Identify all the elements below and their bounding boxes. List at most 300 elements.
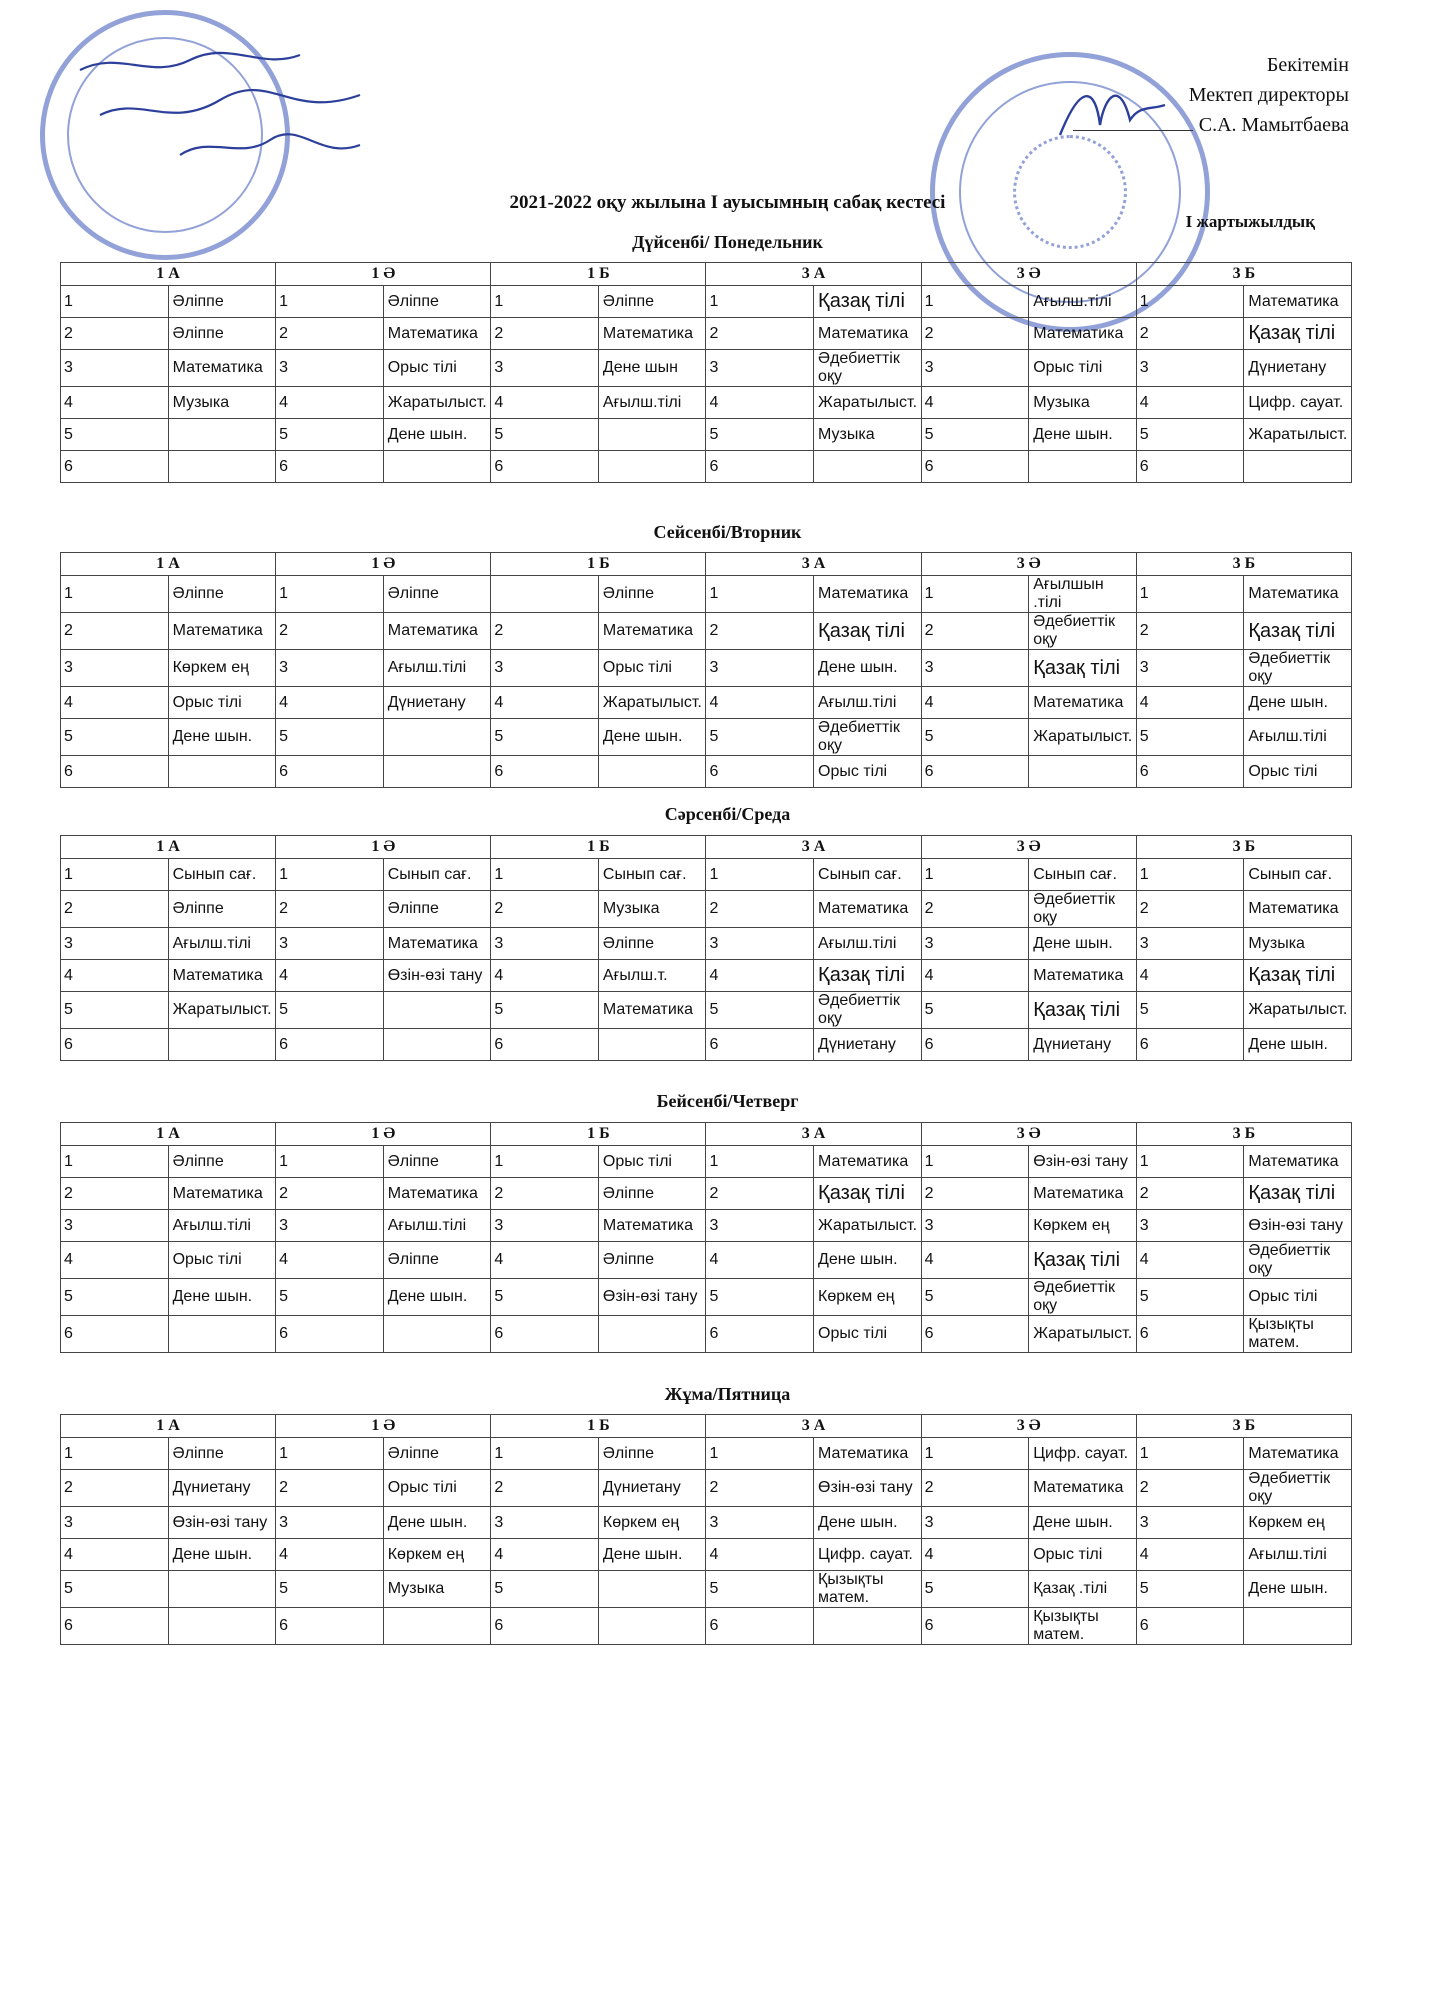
subject-cell: Математика bbox=[598, 1210, 706, 1242]
subject-cell: Музыка bbox=[383, 1571, 491, 1608]
subject-cell: Ағылш.тілі bbox=[1029, 286, 1137, 318]
lesson-number: 3 bbox=[491, 1507, 599, 1539]
subject-cell: Әліппе bbox=[168, 576, 276, 613]
subject-cell: Дүниетану bbox=[1244, 350, 1352, 387]
day-title: Сәрсенбі/Среда bbox=[664, 804, 791, 824]
subject-cell: Математика bbox=[1244, 1438, 1352, 1470]
lesson-number: 2 bbox=[706, 613, 814, 650]
lesson-number: 5 bbox=[706, 1571, 814, 1608]
table-row bbox=[61, 1279, 1352, 1316]
subject-cell: Орыс тілі bbox=[168, 687, 276, 719]
lesson-number: 3 bbox=[61, 928, 169, 960]
subject-cell: Сынып сағ. bbox=[814, 859, 922, 891]
lesson-number: 2 bbox=[491, 1470, 599, 1507]
subject-cell: Математика bbox=[598, 613, 706, 650]
lesson-number: 5 bbox=[921, 419, 1029, 451]
lesson-number: 4 bbox=[706, 1242, 814, 1279]
lesson-number: 6 bbox=[706, 1608, 814, 1645]
subject-cell bbox=[814, 451, 922, 483]
subject-cell: Әліппе bbox=[383, 1242, 491, 1279]
lesson-number: 3 bbox=[706, 650, 814, 687]
subject-cell: Әдебиеттік оқу bbox=[1244, 650, 1352, 687]
lesson-number: 2 bbox=[61, 318, 169, 350]
subject-cell: Ағылш.тілі bbox=[168, 1210, 276, 1242]
subject-cell: Әліппе bbox=[598, 928, 706, 960]
lesson-number: 2 bbox=[921, 1178, 1029, 1210]
subject-cell: Ағылш.тілі bbox=[1244, 719, 1352, 756]
subject-cell: Көркем ең bbox=[383, 1539, 491, 1571]
subject-cell bbox=[383, 1608, 491, 1645]
lesson-number: 1 bbox=[1136, 576, 1244, 613]
subject-cell bbox=[1244, 451, 1352, 483]
lesson-number: 4 bbox=[491, 687, 599, 719]
subject-cell: Орыс тілі bbox=[1029, 1539, 1137, 1571]
subject-cell: Дүниетану bbox=[598, 1470, 706, 1507]
lesson-number: 3 bbox=[491, 928, 599, 960]
subject-cell: Дене шын bbox=[598, 350, 706, 387]
subject-cell: Дүниетану bbox=[1029, 1029, 1137, 1061]
lesson-number: 3 bbox=[921, 650, 1029, 687]
lesson-number: 2 bbox=[491, 891, 599, 928]
lesson-number: 2 bbox=[706, 1178, 814, 1210]
table-row bbox=[61, 451, 1352, 483]
lesson-number: 3 bbox=[491, 350, 599, 387]
table-row bbox=[61, 1178, 1352, 1210]
subject-cell: Қазақ тілі bbox=[1029, 1242, 1137, 1279]
lesson-number: 2 bbox=[491, 1178, 599, 1210]
subject-cell: Математика bbox=[814, 891, 922, 928]
subject-cell: Ағылш.тілі bbox=[1244, 1539, 1352, 1571]
subject-cell: Орыс тілі bbox=[598, 650, 706, 687]
subject-cell: Әдебиеттік оқу bbox=[814, 350, 922, 387]
lesson-number: 5 bbox=[61, 719, 169, 756]
table-row bbox=[61, 1507, 1352, 1539]
lesson-number: 6 bbox=[491, 756, 599, 788]
lesson-number: 2 bbox=[61, 613, 169, 650]
lesson-number: 3 bbox=[706, 1210, 814, 1242]
subject-cell: Ағылшын .тілі bbox=[1029, 576, 1137, 613]
subject-cell bbox=[598, 1316, 706, 1353]
lesson-number: 2 bbox=[276, 891, 384, 928]
table-row bbox=[61, 1539, 1352, 1571]
lesson-number: 6 bbox=[921, 1316, 1029, 1353]
subject-cell: Дене шын. bbox=[168, 719, 276, 756]
lesson-number: 3 bbox=[61, 1210, 169, 1242]
subject-cell: Жаратылыст. bbox=[598, 687, 706, 719]
subject-cell bbox=[598, 1608, 706, 1645]
table-row bbox=[61, 1210, 1352, 1242]
subject-cell: Математика bbox=[814, 576, 922, 613]
subject-cell: Көркем ең bbox=[814, 1279, 922, 1316]
subject-cell: Әліппе bbox=[598, 286, 706, 318]
table-row bbox=[61, 719, 1352, 756]
day-title: Жұма/Пятница bbox=[664, 1384, 791, 1404]
subject-cell: Қазақ тілі bbox=[814, 1178, 922, 1210]
subject-cell: Әліппе bbox=[383, 576, 491, 613]
subject-cell: Қызықты матем. bbox=[1029, 1608, 1137, 1645]
subject-cell bbox=[168, 1316, 276, 1353]
subject-cell: Қазақ .тілі bbox=[1029, 1571, 1137, 1608]
document-title: 2021-2022 оқу жылына I ауысымның сабақ кестесі bbox=[509, 192, 946, 213]
lesson-number: 3 bbox=[276, 350, 384, 387]
subject-cell: Әліппе bbox=[168, 318, 276, 350]
lesson-number: 3 bbox=[1136, 350, 1244, 387]
lesson-number: 1 bbox=[706, 859, 814, 891]
subject-cell: Әдебиеттік оқу bbox=[1029, 891, 1137, 928]
lesson-number: 4 bbox=[61, 1539, 169, 1571]
subject-cell: Орыс тілі bbox=[1244, 1279, 1352, 1316]
lesson-number: 1 bbox=[1136, 286, 1244, 318]
lesson-number: 4 bbox=[921, 1539, 1029, 1571]
subject-cell: Математика bbox=[383, 1178, 491, 1210]
subject-cell: Цифр. сауат. bbox=[1244, 387, 1352, 419]
lesson-number: 1 bbox=[276, 859, 384, 891]
subject-cell: Әліппе bbox=[383, 1438, 491, 1470]
day-title: Бейсенбі/Четверг bbox=[656, 1091, 799, 1111]
lesson-number: 5 bbox=[276, 419, 384, 451]
subject-cell bbox=[168, 1608, 276, 1645]
lesson-number: 3 bbox=[1136, 650, 1244, 687]
subject-cell: Жаратылыст. bbox=[383, 387, 491, 419]
lesson-number: 4 bbox=[1136, 1242, 1244, 1279]
subject-cell: Музыка bbox=[814, 419, 922, 451]
subject-cell bbox=[598, 756, 706, 788]
subject-cell: Цифр. сауат. bbox=[1029, 1438, 1137, 1470]
lesson-number: 6 bbox=[276, 1316, 384, 1353]
class-header: 1 Ә bbox=[276, 1415, 491, 1438]
subject-cell: Сынып сағ. bbox=[168, 859, 276, 891]
table-row bbox=[61, 891, 1352, 928]
table-row bbox=[61, 286, 1352, 318]
subject-cell: Қызықты матем. bbox=[814, 1571, 922, 1608]
subject-cell: Орыс тілі bbox=[168, 1242, 276, 1279]
subject-cell: Цифр. сауат. bbox=[814, 1539, 922, 1571]
lesson-number: 2 bbox=[1136, 318, 1244, 350]
class-header: 3 Б bbox=[1136, 1123, 1351, 1146]
lesson-number: 1 bbox=[276, 1438, 384, 1470]
lesson-number: 6 bbox=[706, 1029, 814, 1061]
subject-cell: Дене шын. bbox=[1244, 687, 1352, 719]
schedule-table bbox=[60, 262, 1352, 483]
lesson-number: 3 bbox=[706, 350, 814, 387]
subject-cell: Жаратылыст. bbox=[1244, 419, 1352, 451]
lesson-number: 1 bbox=[61, 859, 169, 891]
subject-cell: Әліппе bbox=[383, 286, 491, 318]
subject-cell bbox=[168, 1571, 276, 1608]
lesson-number: 1 bbox=[921, 1438, 1029, 1470]
subject-cell: Ағылш.тілі bbox=[598, 387, 706, 419]
lesson-number: 3 bbox=[706, 1507, 814, 1539]
table-row bbox=[61, 650, 1352, 687]
lesson-number: 4 bbox=[61, 687, 169, 719]
subject-cell: Дүниетану bbox=[814, 1029, 922, 1061]
day-title: Дүйсенбі/ Понедельник bbox=[632, 232, 823, 252]
table-row bbox=[61, 350, 1352, 387]
lesson-number: 5 bbox=[706, 1279, 814, 1316]
subject-cell bbox=[598, 1029, 706, 1061]
class-header: 1 Ә bbox=[276, 836, 491, 859]
lesson-number: 5 bbox=[491, 419, 599, 451]
lesson-number: 6 bbox=[921, 451, 1029, 483]
subject-cell: Сынып сағ. bbox=[598, 859, 706, 891]
lesson-number: 5 bbox=[491, 719, 599, 756]
lesson-number: 2 bbox=[706, 1470, 814, 1507]
subject-cell bbox=[383, 756, 491, 788]
subject-cell: Әліппе bbox=[168, 891, 276, 928]
subject-cell bbox=[383, 1029, 491, 1061]
lesson-number: 5 bbox=[1136, 1279, 1244, 1316]
lesson-number: 1 bbox=[491, 286, 599, 318]
lesson-number: 5 bbox=[706, 992, 814, 1029]
lesson-number: 5 bbox=[1136, 992, 1244, 1029]
lesson-number: 6 bbox=[276, 1608, 384, 1645]
lesson-number: 3 bbox=[1136, 1210, 1244, 1242]
lesson-number: 6 bbox=[491, 1029, 599, 1061]
class-header: 3 Ә bbox=[921, 263, 1136, 286]
subject-cell bbox=[598, 419, 706, 451]
lesson-number: 4 bbox=[706, 687, 814, 719]
lesson-number: 6 bbox=[276, 756, 384, 788]
lesson-number: 5 bbox=[1136, 719, 1244, 756]
lesson-number: 1 bbox=[1136, 1146, 1244, 1178]
subject-cell: Математика bbox=[383, 928, 491, 960]
lesson-number: 1 bbox=[706, 576, 814, 613]
subject-cell: Жаратылыст. bbox=[1029, 719, 1137, 756]
lesson-number: 2 bbox=[1136, 1470, 1244, 1507]
class-header: 3 А bbox=[706, 1415, 921, 1438]
subject-cell bbox=[1244, 1608, 1352, 1645]
subject-cell: Жаратылыст. bbox=[814, 1210, 922, 1242]
subject-cell: Қазақ тілі bbox=[1029, 992, 1137, 1029]
table-row bbox=[61, 756, 1352, 788]
subject-cell: Математика bbox=[814, 1146, 922, 1178]
subject-cell: Дене шын. bbox=[1029, 928, 1137, 960]
subject-cell: Ағылш.тілі bbox=[383, 650, 491, 687]
approval-block bbox=[1073, 50, 1349, 140]
subject-cell bbox=[168, 419, 276, 451]
subject-cell: Әліппе bbox=[168, 286, 276, 318]
lesson-number: 2 bbox=[921, 1470, 1029, 1507]
lesson-number: 3 bbox=[921, 928, 1029, 960]
lesson-number: 2 bbox=[61, 1470, 169, 1507]
subject-cell: Математика bbox=[383, 318, 491, 350]
subject-cell: Дене шын. bbox=[814, 1242, 922, 1279]
lesson-number: 5 bbox=[276, 719, 384, 756]
subject-cell bbox=[598, 1571, 706, 1608]
lesson-number: 2 bbox=[61, 1178, 169, 1210]
table-row bbox=[61, 960, 1352, 992]
lesson-number: 2 bbox=[921, 318, 1029, 350]
table-row bbox=[61, 613, 1352, 650]
subject-cell: Жаратылыст. bbox=[1244, 992, 1352, 1029]
class-header: 1 А bbox=[61, 1415, 276, 1438]
class-header: 3 Ә bbox=[921, 836, 1136, 859]
subject-cell: Математика bbox=[1244, 286, 1352, 318]
subject-cell: Математика bbox=[168, 960, 276, 992]
lesson-number: 6 bbox=[61, 1029, 169, 1061]
lesson-number: 4 bbox=[276, 387, 384, 419]
day-title: Сейсенбі/Вторник bbox=[653, 522, 802, 542]
lesson-number: 6 bbox=[706, 756, 814, 788]
subject-cell: Өзін-өзі тану bbox=[168, 1507, 276, 1539]
lesson-number: 6 bbox=[491, 451, 599, 483]
subject-cell: Математика bbox=[814, 318, 922, 350]
subject-cell: Әліппе bbox=[383, 1146, 491, 1178]
lesson-number: 5 bbox=[706, 419, 814, 451]
subject-cell: Орыс тілі bbox=[383, 1470, 491, 1507]
class-header: 3 Б bbox=[1136, 1415, 1351, 1438]
subject-cell: Математика bbox=[598, 318, 706, 350]
table-row bbox=[61, 928, 1352, 960]
lesson-number: 3 bbox=[276, 1507, 384, 1539]
lesson-number: 3 bbox=[61, 350, 169, 387]
lesson-number: 5 bbox=[276, 1571, 384, 1608]
class-header: 1 А bbox=[61, 263, 276, 286]
lesson-number: 6 bbox=[706, 1316, 814, 1353]
lesson-number bbox=[491, 576, 599, 613]
subject-cell: Музыка bbox=[168, 387, 276, 419]
lesson-number: 1 bbox=[61, 576, 169, 613]
lesson-number: 1 bbox=[1136, 1438, 1244, 1470]
class-header: 1 Ә bbox=[276, 553, 491, 576]
subject-cell: Әдебиеттік оқу bbox=[1029, 613, 1137, 650]
lesson-number: 3 bbox=[61, 650, 169, 687]
subject-cell: Әдебиеттік оқу bbox=[1029, 1279, 1137, 1316]
subject-cell: Дене шын. bbox=[168, 1279, 276, 1316]
lesson-number: 1 bbox=[706, 1438, 814, 1470]
lesson-number: 1 bbox=[491, 859, 599, 891]
subject-cell: Қазақ тілі bbox=[1244, 613, 1352, 650]
lesson-number: 6 bbox=[1136, 756, 1244, 788]
subject-cell bbox=[383, 451, 491, 483]
subject-cell: Жаратылыст. bbox=[814, 387, 922, 419]
class-header: 3 А bbox=[706, 553, 921, 576]
class-header: 1 А bbox=[61, 553, 276, 576]
lesson-number: 1 bbox=[61, 286, 169, 318]
lesson-number: 4 bbox=[706, 1539, 814, 1571]
lesson-number: 6 bbox=[61, 756, 169, 788]
class-header: 3 Ә bbox=[921, 1415, 1136, 1438]
lesson-number: 6 bbox=[491, 1608, 599, 1645]
subject-cell: Қызықты матем. bbox=[1244, 1316, 1352, 1353]
lesson-number: 5 bbox=[921, 992, 1029, 1029]
lesson-number: 2 bbox=[276, 318, 384, 350]
lesson-number: 1 bbox=[61, 1438, 169, 1470]
class-header: 1 Б bbox=[491, 836, 706, 859]
lesson-number: 3 bbox=[1136, 928, 1244, 960]
subject-cell: Ағылш.т. bbox=[598, 960, 706, 992]
class-header: 1 Б bbox=[491, 263, 706, 286]
lesson-number: 6 bbox=[276, 1029, 384, 1061]
lesson-number: 2 bbox=[921, 891, 1029, 928]
subject-cell: Музыка bbox=[598, 891, 706, 928]
class-header: 3 Ә bbox=[921, 1123, 1136, 1146]
class-header: 3 Ә bbox=[921, 553, 1136, 576]
class-header: 3 Б bbox=[1136, 553, 1351, 576]
subject-cell: Әдебиеттік оқу bbox=[1244, 1242, 1352, 1279]
lesson-number: 3 bbox=[921, 1507, 1029, 1539]
subject-cell: Көркем ең bbox=[1029, 1210, 1137, 1242]
subject-cell bbox=[1029, 451, 1137, 483]
subject-cell: Қазақ тілі bbox=[1244, 318, 1352, 350]
subject-cell: Әдебиеттік оқу bbox=[814, 719, 922, 756]
subject-cell: Орыс тілі bbox=[1029, 350, 1137, 387]
subject-cell: Математика bbox=[1244, 576, 1352, 613]
approval-signature-left bbox=[60, 40, 390, 180]
table-row bbox=[61, 1242, 1352, 1279]
subject-cell: Математика bbox=[1029, 318, 1137, 350]
subject-cell: Музыка bbox=[1244, 928, 1352, 960]
lesson-number: 1 bbox=[706, 1146, 814, 1178]
subject-cell: Дене шын. bbox=[383, 1507, 491, 1539]
lesson-number: 6 bbox=[61, 1316, 169, 1353]
lesson-number: 1 bbox=[921, 286, 1029, 318]
subject-cell: Музыка bbox=[1029, 387, 1137, 419]
subject-cell: Дүниетану bbox=[168, 1470, 276, 1507]
lesson-number: 3 bbox=[276, 928, 384, 960]
lesson-number: 4 bbox=[1136, 1539, 1244, 1571]
subject-cell: Өзін-өзі тану bbox=[383, 960, 491, 992]
subject-cell: Дене шын. bbox=[598, 1539, 706, 1571]
subject-cell: Орыс тілі bbox=[383, 350, 491, 387]
lesson-number: 5 bbox=[1136, 1571, 1244, 1608]
lesson-number: 4 bbox=[706, 387, 814, 419]
lesson-number: 6 bbox=[706, 451, 814, 483]
subject-cell: Дене шын. bbox=[383, 1279, 491, 1316]
subject-cell bbox=[383, 719, 491, 756]
table-row bbox=[61, 687, 1352, 719]
subject-cell: Жаратылыст. bbox=[1029, 1316, 1137, 1353]
schedule-table bbox=[60, 835, 1352, 1061]
subject-cell: Математика bbox=[1029, 960, 1137, 992]
subject-cell bbox=[383, 992, 491, 1029]
schedule-table bbox=[60, 1414, 1352, 1645]
lesson-number: 2 bbox=[491, 613, 599, 650]
lesson-number: 4 bbox=[921, 387, 1029, 419]
lesson-number: 5 bbox=[61, 992, 169, 1029]
signature-line bbox=[1073, 130, 1193, 131]
lesson-number: 1 bbox=[276, 576, 384, 613]
subject-cell: Сынып сағ. bbox=[1029, 859, 1137, 891]
lesson-number: 5 bbox=[491, 1279, 599, 1316]
lesson-number: 2 bbox=[706, 318, 814, 350]
lesson-number: 3 bbox=[61, 1507, 169, 1539]
subject-cell: Математика bbox=[168, 613, 276, 650]
subject-cell: Қазақ тілі bbox=[814, 960, 922, 992]
lesson-number: 3 bbox=[491, 650, 599, 687]
lesson-number: 1 bbox=[706, 286, 814, 318]
lesson-number: 6 bbox=[921, 756, 1029, 788]
schedule-table bbox=[60, 1122, 1352, 1353]
lesson-number: 3 bbox=[491, 1210, 599, 1242]
subject-cell: Қазақ тілі bbox=[814, 613, 922, 650]
subject-cell: Дене шын. bbox=[383, 419, 491, 451]
subject-cell: Көркем ең bbox=[1244, 1507, 1352, 1539]
subject-cell: Ағылш.тілі bbox=[168, 928, 276, 960]
subject-cell: Дене шын. bbox=[1029, 1507, 1137, 1539]
lesson-number: 2 bbox=[1136, 1178, 1244, 1210]
subject-cell: Қазақ тілі bbox=[1029, 650, 1137, 687]
table-row bbox=[61, 576, 1352, 613]
lesson-number: 5 bbox=[706, 719, 814, 756]
table-row bbox=[61, 1470, 1352, 1507]
approval-line-2: Мектеп директоры bbox=[1188, 84, 1349, 106]
table-row bbox=[61, 1608, 1352, 1645]
class-header: 1 А bbox=[61, 836, 276, 859]
subject-cell: Әліппе bbox=[598, 576, 706, 613]
lesson-number: 4 bbox=[61, 1242, 169, 1279]
lesson-number: 4 bbox=[276, 1242, 384, 1279]
